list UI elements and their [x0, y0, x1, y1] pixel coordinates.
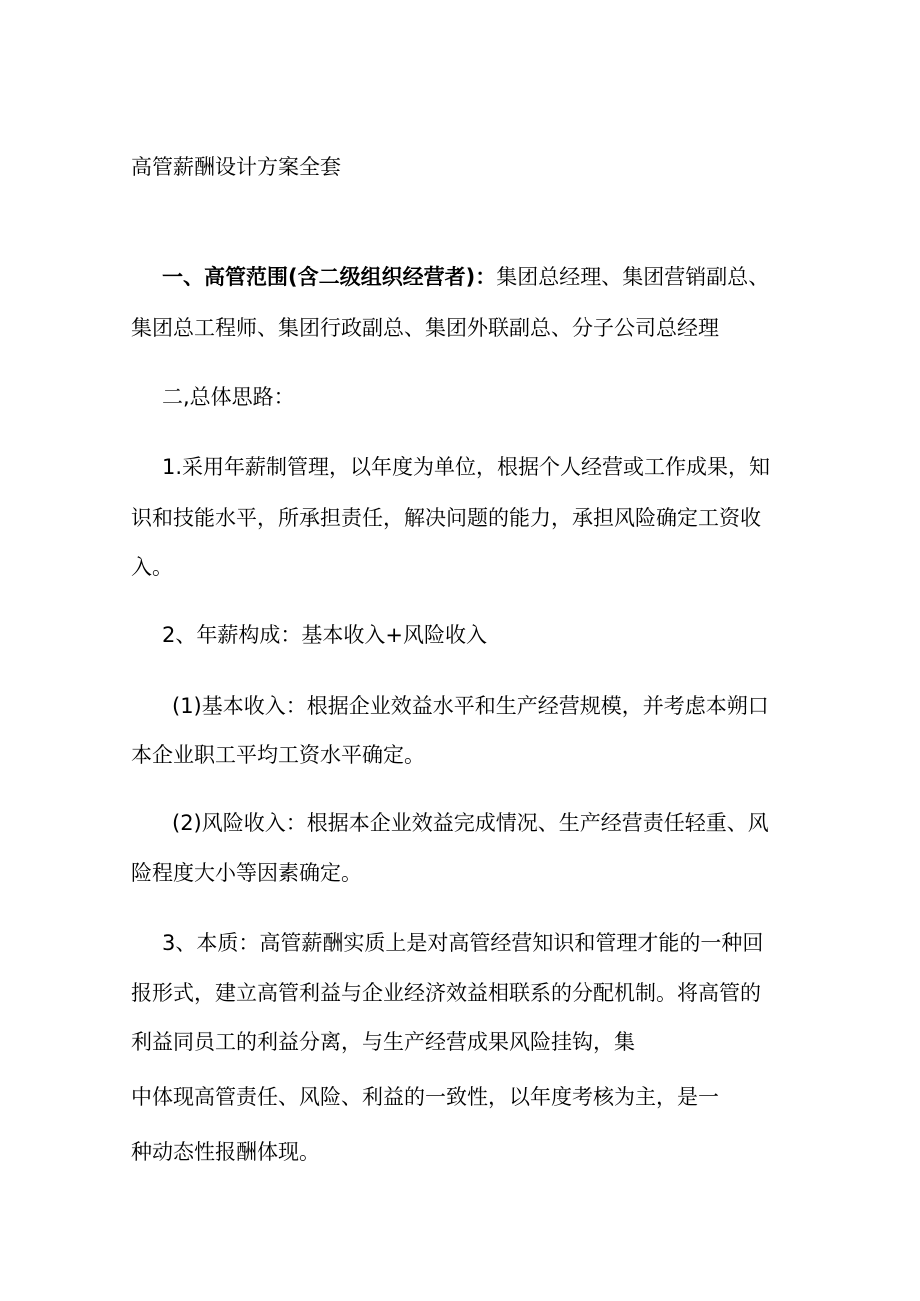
sub1-line2: 本企业职工平均工资水平确定。 — [131, 743, 425, 767]
section1-line2: 集团总工程师、集团行政副总、集团外联副总、分子公司总经理 — [131, 316, 719, 340]
item3-line2: 报形式，建立高管利益与企业经济效益相联系的分配机制。将高管的 — [131, 981, 761, 1005]
sub2-line1: (2)风险收入：根据本企业效益完成情况、生产经营责任轻重、风 — [172, 811, 769, 835]
section2-heading: 二,总体思路： — [162, 385, 295, 409]
item2-line1: 2、年薪构成：基本收入+风险收入 — [162, 623, 487, 647]
section1-heading: 一、高管范围(含二级组织经营者)： — [162, 265, 497, 289]
sub1-line1: (1)基本收入：根据企业效益水平和生产经营规模，并考虑本朔口 — [172, 694, 769, 718]
section1-line1 — [162, 262, 769, 292]
section1-line1-text: 集团总经理、集团营销副总、 — [496, 265, 770, 289]
item3-line3: 利益同员工的利益分离，与生产经营成果风险挂钩，集 — [131, 1030, 635, 1054]
item3-line5: 种动态性报酬体现。 — [131, 1140, 320, 1164]
item1-line2: 识和技能水平，所承担责任，解决问题的能力，承担风险确定工资收 — [131, 506, 761, 530]
item1-line3: 入。 — [131, 555, 173, 579]
item3-line4: 中体现高管责任、风险、利益的一致性，以年度考核为主，是一 — [131, 1085, 719, 1109]
item1-line1: 1.采用年薪制管理，以年度为单位，根据个人经营或工作成果，知 — [162, 455, 771, 479]
document-title: 高管薪酬设计方案全套 — [131, 155, 341, 179]
item3-line1: 3、本质：高管薪酬实质上是对高管经营知识和管理才能的一种回 — [162, 931, 764, 955]
sub2-line2: 险程度大小等因素确定。 — [131, 861, 362, 885]
